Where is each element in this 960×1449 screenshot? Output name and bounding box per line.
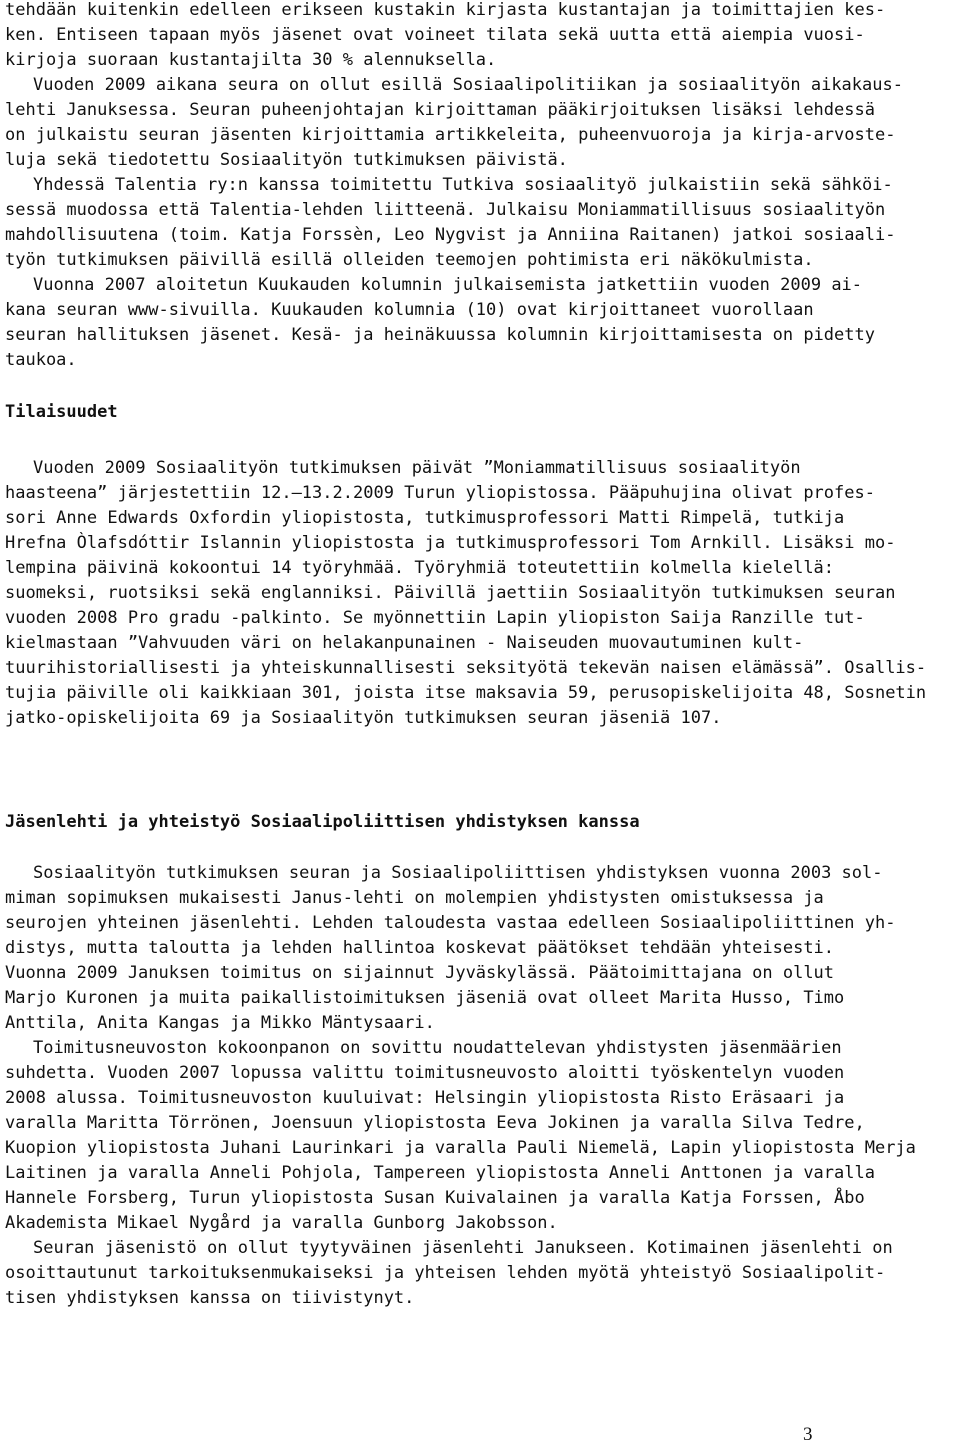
paragraph-line: haasteena” järjestettiin 12.–13.2.2009 Turun yliopistossa. Pääpuhujina olivat profes-	[5, 483, 875, 503]
paragraph-line: Seuran jäsenistö on ollut tyytyväinen jäsenlehti Janukseen. Kotimainen jäsenlehti on	[33, 1238, 893, 1258]
paragraph-line: taukoa.	[5, 350, 77, 370]
paragraph-line: sori Anne Edwards Oxfordin yliopistosta, tutkimusprofessori Matti Rimpelä, tutkija	[5, 508, 845, 528]
paragraph-line: mahdollisuutena (toim. Katja Forssèn, Leo Nygvist ja Anniina Raitanen) jatkoi sosiaali-	[5, 225, 896, 245]
paragraph-line: sessä muodossa että Talentia-lehden liitteenä. Julkaisu Moniammatillisuus sosiaalityön	[5, 200, 886, 220]
paragraph-line: Kuopion yliopistosta Juhani Laurinkari ja varalla Pauli Niemelä, Lapin yliopistosta Merja	[5, 1138, 916, 1158]
paragraph-line: suomeksi, ruotsiksi sekä englanniksi. Päivillä jaettiin Sosiaalityön tutkimuksen seuran	[5, 583, 896, 603]
paragraph-line: Vuoden 2009 aikana seura on ollut esillä Sosiaalipolitiikan ja sosiaalityön aikakaus-	[33, 75, 903, 95]
paragraph-line: varalla Maritta Törrönen, Joensuun yliopistosta Eeva Jokinen ja varalla Silva Tedre,	[5, 1113, 865, 1133]
paragraph-line: Hrefna Òlafsdóttir Islannin yliopistosta ja tutkimusprofessori Tom Arnkill. Lisäksi mo-	[5, 533, 896, 553]
paragraph-line: työn tutkimuksen päivillä esillä olleiden teemojen pohtimista eri näkökulmista.	[5, 250, 814, 270]
paragraph-line: kana seuran www-sivuilla. Kuukauden kolumnia (10) ovat kirjoittaneet vuorollaan	[5, 300, 814, 320]
paragraph-line: Marjo Kuronen ja muita paikallistoimituksen jäseniä ovat olleet Marita Husso, Timo	[5, 988, 845, 1008]
paragraph-line: Toimitusneuvoston kokoonpanon on sovittu noudattelevan yhdistysten jäsenmäärien	[33, 1038, 842, 1058]
paragraph-line: Vuoden 2009 Sosiaalityön tutkimuksen päivät ”Moniammatillisuus sosiaalityön	[33, 458, 801, 478]
paragraph-line: Vuonna 2009 Januksen toimitus on sijainnut Jyväskylässä. Päätoimittajana on ollut	[5, 963, 835, 983]
section-heading: Tilaisuudet	[5, 402, 118, 422]
paragraph-line: Laitinen ja varalla Anneli Pohjola, Tampereen yliopistosta Anneli Anttonen ja varalla	[5, 1163, 875, 1183]
paragraph-line: tujia päiville oli kaikkiaan 301, joista itse maksavia 59, perusopiskelijoita 48, Sosnetin	[5, 683, 927, 703]
paragraph-line: tisen yhdistyksen kanssa on tiivistynyt.	[5, 1288, 415, 1308]
section-heading: Jäsenlehti ja yhteistyö Sosiaalipoliittisen yhdistyksen kanssa	[5, 812, 640, 832]
paragraph-line: Yhdessä Talentia ry:n kanssa toimitettu Tutkiva sosiaalityö julkaistiin sekä sähköi-	[33, 175, 893, 195]
paragraph-line: kielmastaan ”Vahvuuden väri on helakanpunainen - Naiseuden muovautuminen kult-	[5, 633, 804, 653]
paragraph-line: Anttila, Anita Kangas ja Mikko Mäntysaari.	[5, 1013, 435, 1033]
paragraph-line: lempina päivinä kokoontui 14 työryhmää. Työryhmiä toteutettiin kolmella kielellä:	[5, 558, 835, 578]
paragraph-line: Akademista Mikael Nygård ja varalla Gunborg Jakobsson.	[5, 1213, 558, 1233]
paragraph-line: vuoden 2008 Pro gradu -palkinto. Se myönnettiin Lapin yliopiston Saija Ranzille tut-	[5, 608, 865, 628]
paragraph-line: jatko-opiskelijoita 69 ja Sosiaalityön tutkimuksen seuran jäseniä 107.	[5, 708, 722, 728]
paragraph-line: tuurihistoriallisesti ja yhteiskunnallisesti seksityötä tekevän naisen elämässä”. Osallis-	[5, 658, 927, 678]
paragraph-line: tehdään kuitenkin edelleen erikseen kustakin kirjasta kustantajan ja toimittajien kes-	[5, 0, 886, 20]
paragraph-line: Hannele Forsberg, Turun yliopistosta Susan Kuivalainen ja varalla Katja Forssen, Åbo	[5, 1188, 865, 1208]
paragraph-line: distys, mutta taloutta ja lehden hallintoa koskevat päätökset tehdään yhteisesti.	[5, 938, 835, 958]
paragraph-line: on julkaistu seuran jäsenten kirjoittamia artikkeleita, puheenvuoroja ja kirja-arvoste-	[5, 125, 896, 145]
paragraph-line: luja sekä tiedotettu Sosiaalityön tutkimuksen päivistä.	[5, 150, 568, 170]
paragraph-line: seuran hallituksen jäsenet. Kesä- ja heinäkuussa kolumnin kirjoittamisesta on pidetty	[5, 325, 875, 345]
paragraph-line: osoittautunut tarkoituksenmukaiseksi ja yhteisen lehden myötä yhteistyö Sosiaalipolit-	[5, 1263, 886, 1283]
page-number: 3	[803, 1424, 813, 1445]
paragraph-line: kirjoja suoraan kustantajilta 30 % alennuksella.	[5, 50, 497, 70]
paragraph-line: miman sopimuksen mukaisesti Janus-lehti on molempien yhdistysten omistuksessa ja	[5, 888, 824, 908]
paragraph-line: 2008 alussa. Toimitusneuvoston kuuluivat: Helsingin yliopistosta Risto Eräsaari ja	[5, 1088, 845, 1108]
paragraph-line: suhdetta. Vuoden 2007 lopussa valittu toimitusneuvosto aloitti työskentelyn vuoden	[5, 1063, 845, 1083]
paragraph-line: seurojen yhteinen jäsenlehti. Lehden taloudesta vastaa edelleen Sosiaalipoliittinen yh-	[5, 913, 896, 933]
paragraph-line: Vuonna 2007 aloitetun Kuukauden kolumnin julkaisemista jatkettiin vuoden 2009 ai-	[33, 275, 863, 295]
paragraph-line: lehti Januksessa. Seuran puheenjohtajan kirjoittaman pääkirjoituksen lisäksi lehdessä	[5, 100, 875, 120]
paragraph-line: ken. Entiseen tapaan myös jäsenet ovat voineet tilata sekä uutta että aiempia vuosi-	[5, 25, 865, 45]
paragraph-line: Sosiaalityön tutkimuksen seuran ja Sosiaalipoliittisen yhdistyksen vuonna 2003 sol-	[33, 863, 883, 883]
